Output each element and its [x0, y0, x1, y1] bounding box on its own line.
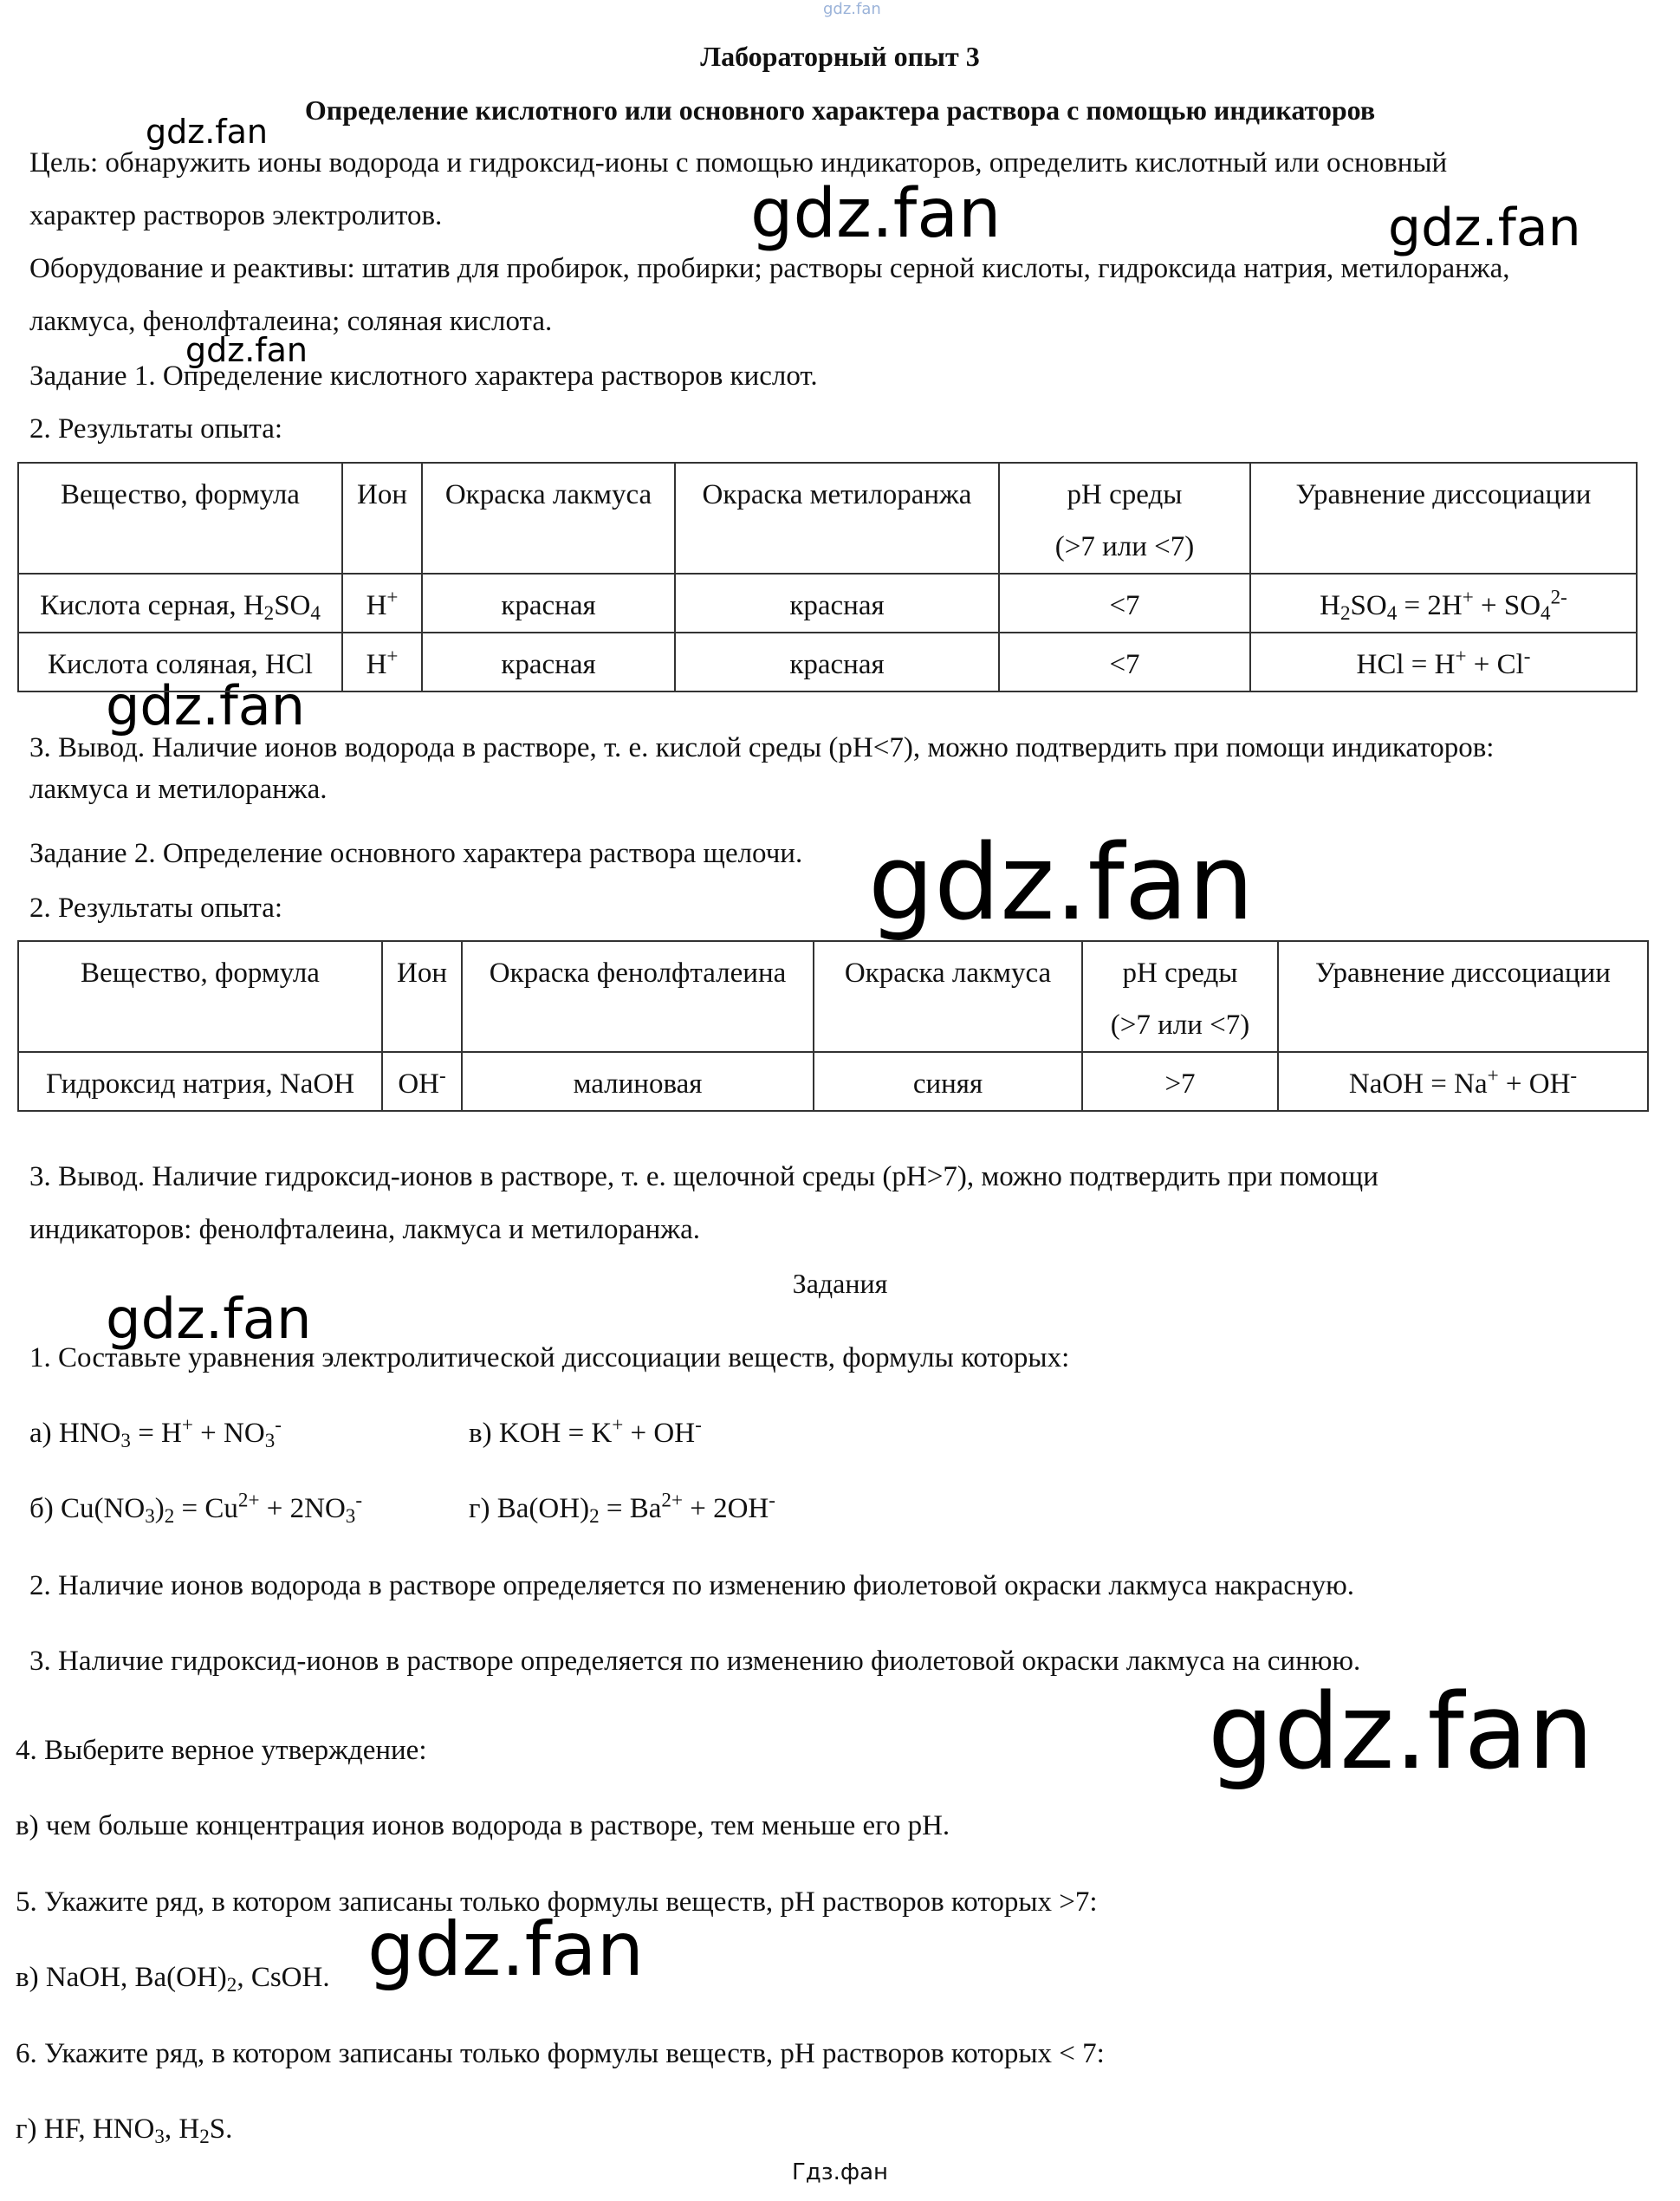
equation-cell: HCl = H+ + Cl- [1250, 633, 1637, 691]
ph-header: рН среды [1067, 479, 1183, 510]
litmus-cell: красная [422, 574, 675, 633]
task2-conclusion: 3. Вывод. Наличие гидроксид-ионов в растворе, т. е. щелочной среды (pH>7), можно подтвердить при помощи [29, 1161, 1378, 1192]
tasks-heading: Задания [792, 1268, 888, 1299]
ph-header: рН среды [1122, 958, 1238, 989]
ion-cell: H+ [342, 633, 422, 691]
table-header: Уравнение диссоциации [1278, 941, 1648, 1052]
page-subtitle: Определение кислотного или основного характера раствора с помощью индикаторов [304, 94, 1376, 126]
table-header: Уравнение диссоциации [1250, 463, 1637, 574]
answer-v: в) KOH = K+ + OH- [469, 1412, 702, 1449]
substance-cell: Кислота серная, $H_2SO_4$ [18, 574, 342, 633]
acid-results-table [17, 462, 1638, 692]
question-4: 4. Выберите верное утверждение: [16, 1735, 427, 1766]
ph-header-note: (>7 или <7) [1110, 1010, 1250, 1041]
equation-cell: $H_2SO_4 = 2H^+ + SO_4^{2-}$ [1250, 574, 1637, 633]
table-header: Ион [382, 941, 462, 1052]
table-row [18, 633, 1637, 691]
ph-cell: <7 [999, 633, 1250, 691]
goal-text: Цель: обнаружить ионы водорода и гидроксид-ионы с помощью индикаторов, определить кислотный или основный [29, 147, 1448, 179]
question-2: 2. Наличие ионов водорода в растворе определяется по изменению фиолетовой окраски лакмуса накрасную. [29, 1570, 1355, 1601]
litmus-cell: красная [422, 633, 675, 691]
ph-cell: >7 [1082, 1052, 1278, 1111]
alkali-results-table [17, 940, 1649, 1112]
answer-6: г) HF, $HNO_3$, $H_2S$. [16, 2113, 233, 2147]
table-header: Окраска метилоранжа [675, 463, 999, 574]
table-header [1082, 941, 1278, 1052]
watermark: gdz.fan [1208, 1672, 1594, 1793]
answer-g: г) $Ba(OH)_2 = Ba^{2+} + 2OH^-$ [469, 1488, 775, 1527]
question-6: 6. Укажите ряд, в котором записаны только формулы веществ, pH растворов которых < 7: [16, 2038, 1105, 2069]
table-row [18, 1052, 1648, 1111]
question-3: 3. Наличие гидроксид-ионов в растворе определяется по изменению фиолетовой окраски лакмуса на синюю. [29, 1646, 1361, 1677]
methyl-orange-cell: красная [675, 574, 999, 633]
table-header: Окраска лакмуса [814, 941, 1082, 1052]
ion-cell: H+ [342, 574, 422, 633]
substance-cell: Гидроксид натрия, NaOH [18, 1052, 382, 1111]
answer-4: в) чем больше концентрация ионов водорода в растворе, тем меньше его pH. [16, 1810, 950, 1841]
task1-conclusion: лакмуса и метилоранжа. [29, 774, 328, 805]
watermark: gdz.fan [146, 113, 269, 151]
phenolphthalein-cell: малиновая [462, 1052, 814, 1111]
table-header [999, 463, 1250, 574]
goal-text: характер растворов электролитов. [29, 200, 443, 231]
answer-b: б) $Cu(NO_3)_2 = Cu^{2+} + 2NO_3^-$ [29, 1488, 363, 1527]
watermark: gdz.fan [1388, 198, 1581, 258]
equipment-text: лакмуса, фенолфталеина; соляная кислота. [29, 306, 553, 337]
answer-a: а) $HNO_3 = H^+ + NO_3^-$ [29, 1412, 282, 1451]
task1-heading: Задание 1. Определение кислотного характера растворов кислот. [29, 360, 818, 392]
ph-cell: <7 [999, 574, 1250, 633]
page-title: Лабораторный опыт 3 [700, 41, 980, 72]
ion-cell: OH- [382, 1052, 462, 1111]
table-header: Ион [342, 463, 422, 574]
table-header: Окраска лакмуса [422, 463, 675, 574]
answer-5: в) NaOH, $Ba(OH)_2$, CsOH. [16, 1962, 330, 1996]
footer-text: Гдз.фан [791, 2159, 889, 2185]
ph-header-note: (>7 или <7) [1054, 531, 1195, 562]
results-label: 2. Результаты опыта: [29, 893, 283, 924]
task1-conclusion: 3. Вывод. Наличие ионов водорода в растворе, т. е. кислой среды (pH<7), можно подтвердить при помощи индикаторов: [29, 732, 1495, 763]
litmus-cell: синяя [814, 1052, 1082, 1111]
results-label: 2. Результаты опыта: [29, 413, 283, 445]
equipment-text: Оборудование и реактивы: штатив для пробирок, пробирки; растворы серной кислоты, гидроксида натрия, метилоранжа, [29, 253, 1510, 284]
watermark-top: gdz.fan [823, 0, 881, 18]
watermark: gdz.fan [106, 1288, 312, 1352]
table-header: Вещество, формула [18, 463, 342, 574]
watermark: gdz.fan [367, 1906, 645, 1993]
question-1: 1. Составьте уравнения электролитической диссоциации веществ, формулы которых: [29, 1342, 1070, 1373]
methyl-orange-cell: красная [675, 633, 999, 691]
table-header: Окраска фенолфталеина [462, 941, 814, 1052]
watermark: gdz.fan [106, 674, 306, 737]
substance-cell: Кислота соляная, HCl [18, 633, 342, 691]
watermark: gdz.fan [185, 331, 308, 369]
question-5: 5. Укажите ряд, в котором записаны только формулы веществ, pH растворов которых >7: [16, 1886, 1098, 1918]
task2-heading: Задание 2. Определение основного характера раствора щелочи. [29, 838, 803, 869]
watermark: gdz.fan [750, 175, 1002, 253]
task2-conclusion: индикаторов: фенолфталеина, лакмуса и метилоранжа. [29, 1214, 701, 1245]
watermark: gdz.fan [868, 823, 1255, 944]
equation-cell: NaOH = Na+ + OH- [1278, 1052, 1648, 1111]
table-header: Вещество, формула [18, 941, 382, 1052]
table-row [18, 574, 1637, 633]
